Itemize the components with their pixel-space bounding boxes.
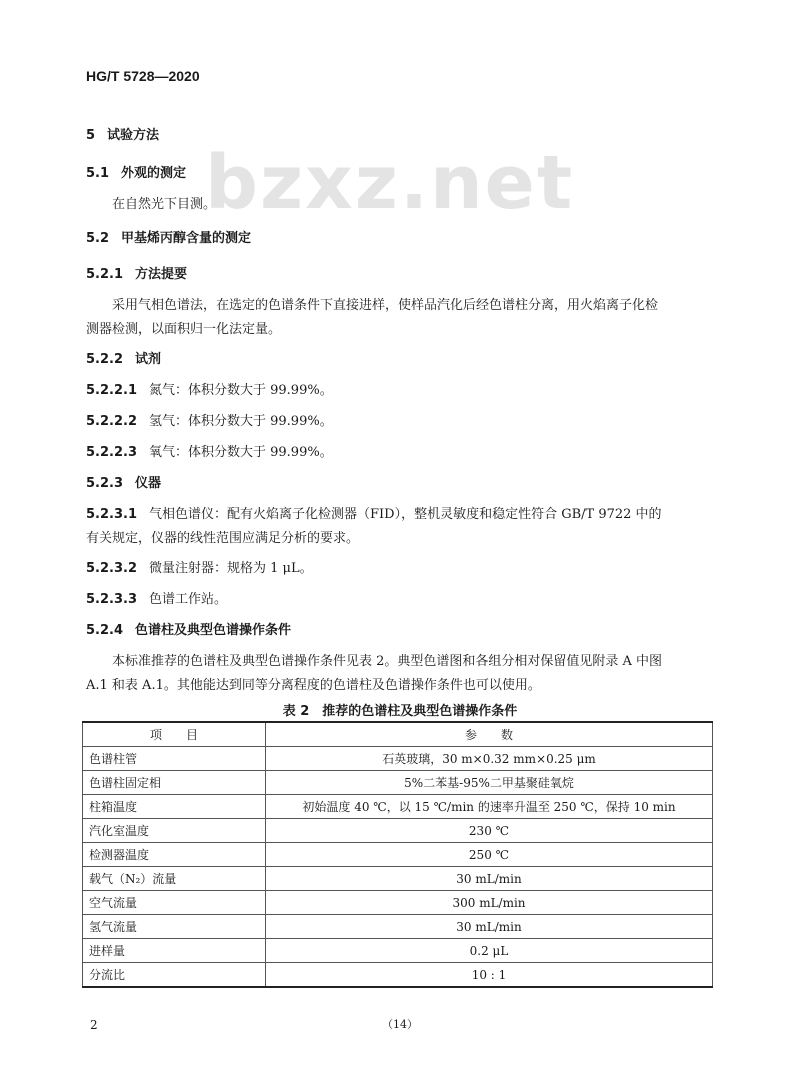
row-value: 30 mL/min — [266, 867, 713, 891]
section-5-2-2-heading — [86, 348, 161, 367]
section-number: 5.2.1 — [86, 267, 124, 282]
section-5-2-heading — [86, 227, 251, 246]
table-row — [83, 867, 713, 891]
table-caption: 表 2 推荐的色谱柱及典型色谱操作条件 — [282, 704, 518, 719]
footer-center-number: （14） — [382, 1018, 418, 1031]
row-value: 0.2 μL — [266, 939, 713, 963]
section-number: 5 — [86, 128, 96, 143]
section-5-1-body: 在自然光下目测。 — [112, 197, 217, 212]
column-header-param: 参 数 — [266, 722, 713, 747]
row-label: 进样量 — [83, 939, 266, 963]
section-title: 试验方法 — [107, 128, 160, 143]
section-title: 甲基烯丙醇含量的测定 — [121, 231, 252, 246]
row-value: 230 ℃ — [266, 819, 713, 843]
item-5-2-3-2 — [86, 557, 313, 576]
section-5-2-4-body-line2: A.1 和表 A.1。其他能达到同等分离程度的色谱柱及色谱操作条件也可以使用。 — [86, 678, 541, 693]
row-label: 柱箱温度 — [83, 795, 266, 819]
item-number: 5.2.3.2 — [86, 561, 137, 576]
item-number: 5.2.3.3 — [86, 592, 137, 607]
conditions-table — [82, 721, 713, 988]
item-text: 氧气：体积分数大于 99.99%。 — [149, 445, 333, 460]
section-5-2-4-heading — [86, 619, 291, 638]
item-number: 5.2.3.1 — [86, 507, 137, 522]
row-label: 分流比 — [83, 963, 266, 988]
row-label: 汽化室温度 — [83, 819, 266, 843]
item-5-2-2-2 — [86, 410, 333, 429]
section-number: 5.1 — [86, 166, 110, 181]
section-title: 外观的测定 — [121, 166, 187, 181]
table-row — [83, 939, 713, 963]
row-value: 石英玻璃，30 m×0.32 mm×0.25 μm — [266, 747, 713, 771]
item-text: 色谱工作站。 — [149, 592, 228, 607]
item-text: 微量注射器：规格为 1 μL。 — [149, 561, 313, 576]
item-text: 气相色谱仪：配有火焰离子化检测器（FID），整机灵敏度和稳定性符合 GB/T 9722 中的 — [149, 507, 662, 522]
page-number: 2 — [90, 1018, 98, 1032]
row-value: 300 mL/min — [266, 891, 713, 915]
section-title: 方法提要 — [135, 267, 188, 282]
item-5-2-3-1 — [86, 503, 662, 522]
watermark: bzxz.net — [205, 140, 575, 226]
item-text: 氢气：体积分数大于 99.99%。 — [149, 414, 333, 429]
section-5-heading — [86, 124, 159, 143]
table-row — [83, 819, 713, 843]
row-label: 氢气流量 — [83, 915, 266, 939]
section-number: 5.2 — [86, 231, 110, 246]
table-row — [83, 891, 713, 915]
item-5-2-3-1-line2: 有关规定，仪器的线性范围应满足分析的要求。 — [86, 531, 360, 546]
document-id: HG/T 5728—2020 — [86, 68, 200, 84]
row-value: 10 : 1 — [266, 963, 713, 988]
table-row — [83, 795, 713, 819]
table-header-row — [83, 722, 713, 747]
item-5-2-2-3 — [86, 441, 333, 460]
section-5-2-1-body-line1: 采用气相色谱法，在选定的色谱条件下直接进样，使样品汽化后经色谱柱分离，用火焰离子化检 — [112, 298, 659, 313]
section-number: 5.2.4 — [86, 623, 124, 638]
section-5-2-1-heading — [86, 263, 187, 282]
section-5-2-4-body-line1: 本标准推荐的色谱柱及典型色谱操作条件见表 2。典型色谱图和各组分相对保留值见附录 A 中图 — [112, 654, 663, 669]
row-label: 载气（N₂）流量 — [83, 867, 266, 891]
table-row — [83, 915, 713, 939]
table-row — [83, 963, 713, 988]
section-5-1-heading — [86, 162, 186, 181]
row-label: 色谱柱管 — [83, 747, 266, 771]
row-value: 250 ℃ — [266, 843, 713, 867]
item-number: 5.2.2.3 — [86, 445, 137, 460]
row-label: 检测器温度 — [83, 843, 266, 867]
section-5-2-3-heading — [86, 472, 161, 491]
row-label: 空气流量 — [83, 891, 266, 915]
row-value: 初始温度 40 ℃，以 15 ℃/min 的速率升温至 250 ℃，保持 10 min — [266, 795, 713, 819]
section-number: 5.2.2 — [86, 352, 124, 367]
row-label: 色谱柱固定相 — [83, 771, 266, 795]
section-title: 仪器 — [135, 476, 162, 491]
item-5-2-2-1 — [86, 379, 333, 398]
section-number: 5.2.3 — [86, 476, 124, 491]
row-value: 5%二苯基-95%二甲基聚硅氧烷 — [266, 771, 713, 795]
item-text: 氮气：体积分数大于 99.99%。 — [149, 383, 333, 398]
table-row — [83, 771, 713, 795]
item-number: 5.2.2.1 — [86, 383, 137, 398]
column-header-item: 项 目 — [83, 722, 266, 747]
row-value: 30 mL/min — [266, 915, 713, 939]
table-row — [83, 843, 713, 867]
item-5-2-3-3 — [86, 588, 227, 607]
section-title: 试剂 — [135, 352, 162, 367]
item-number: 5.2.2.2 — [86, 414, 137, 429]
table-row — [83, 747, 713, 771]
section-5-2-1-body-line2: 测器检测，以面积归一化法定量。 — [86, 322, 282, 337]
section-title: 色谱柱及典型色谱操作条件 — [135, 623, 292, 638]
